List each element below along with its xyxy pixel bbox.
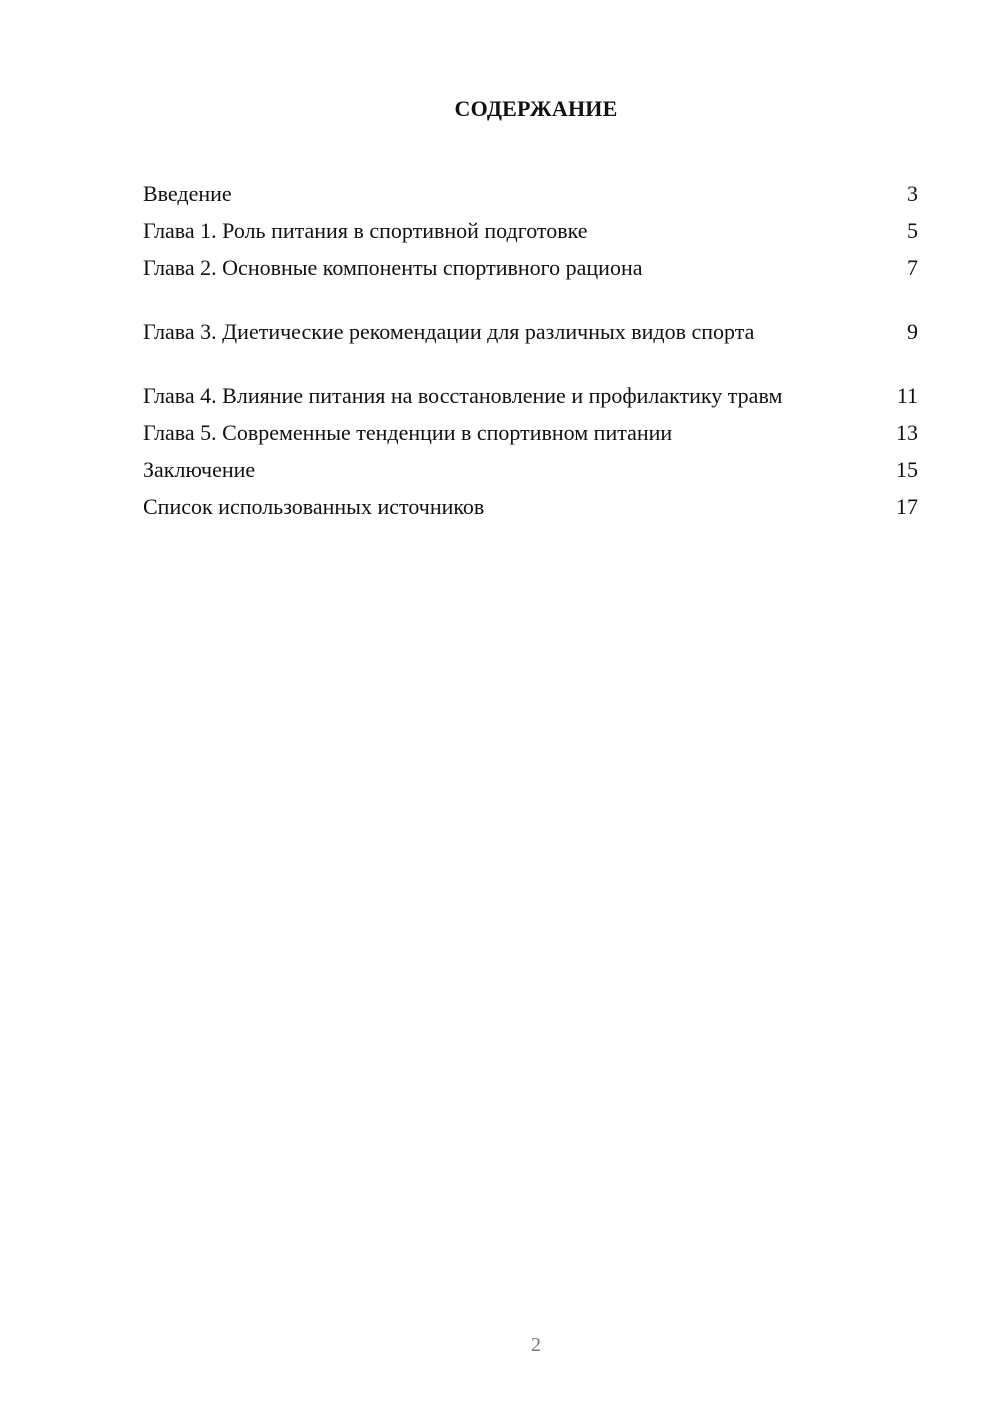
- toc-entry-label: Заключение: [143, 457, 256, 482]
- toc-entry-page: 17: [896, 494, 918, 519]
- toc-entry-page: 5: [907, 218, 918, 243]
- toc-entry-conclusion: [143, 446, 918, 483]
- toc-entry-introduction: [143, 170, 918, 207]
- toc-entry-label: Глава 4. Влияние питания на восстановление и профилактику травм: [143, 383, 783, 408]
- toc-entry-label: Список использованных источников: [143, 494, 485, 519]
- toc-entry-page: 7: [907, 255, 918, 280]
- toc-entry-page: 3: [907, 181, 918, 206]
- toc-entry-page: 9: [907, 319, 918, 344]
- toc-entry-label: Введение: [143, 181, 232, 206]
- toc-entry-chapter-4: [143, 345, 918, 409]
- toc-entry-label: Глава 1. Роль питания в спортивной подготовке: [143, 218, 588, 243]
- toc-entry-label: Глава 5. Современные тенденции в спортивном питании: [143, 420, 673, 445]
- toc-entry-chapter-2: [143, 244, 918, 281]
- toc-entry-page: 13: [896, 420, 918, 445]
- toc-entry-page: 11: [896, 383, 918, 408]
- page-number: 2: [531, 1334, 541, 1356]
- toc-entry-chapter-1: [143, 207, 918, 244]
- toc-entry-chapter-5: [143, 409, 918, 446]
- toc-entry-chapter-3: [143, 281, 918, 345]
- table-of-contents: [143, 170, 918, 520]
- toc-entry-label: Глава 3. Диетические рекомендации для различных видов спорта: [143, 319, 755, 344]
- page-title: СОДЕРЖАНИЕ: [454, 96, 618, 121]
- toc-entry-references: [143, 483, 918, 520]
- toc-entry-label: Глава 2. Основные компоненты спортивного рациона: [143, 255, 643, 280]
- toc-entry-page: 15: [896, 457, 918, 482]
